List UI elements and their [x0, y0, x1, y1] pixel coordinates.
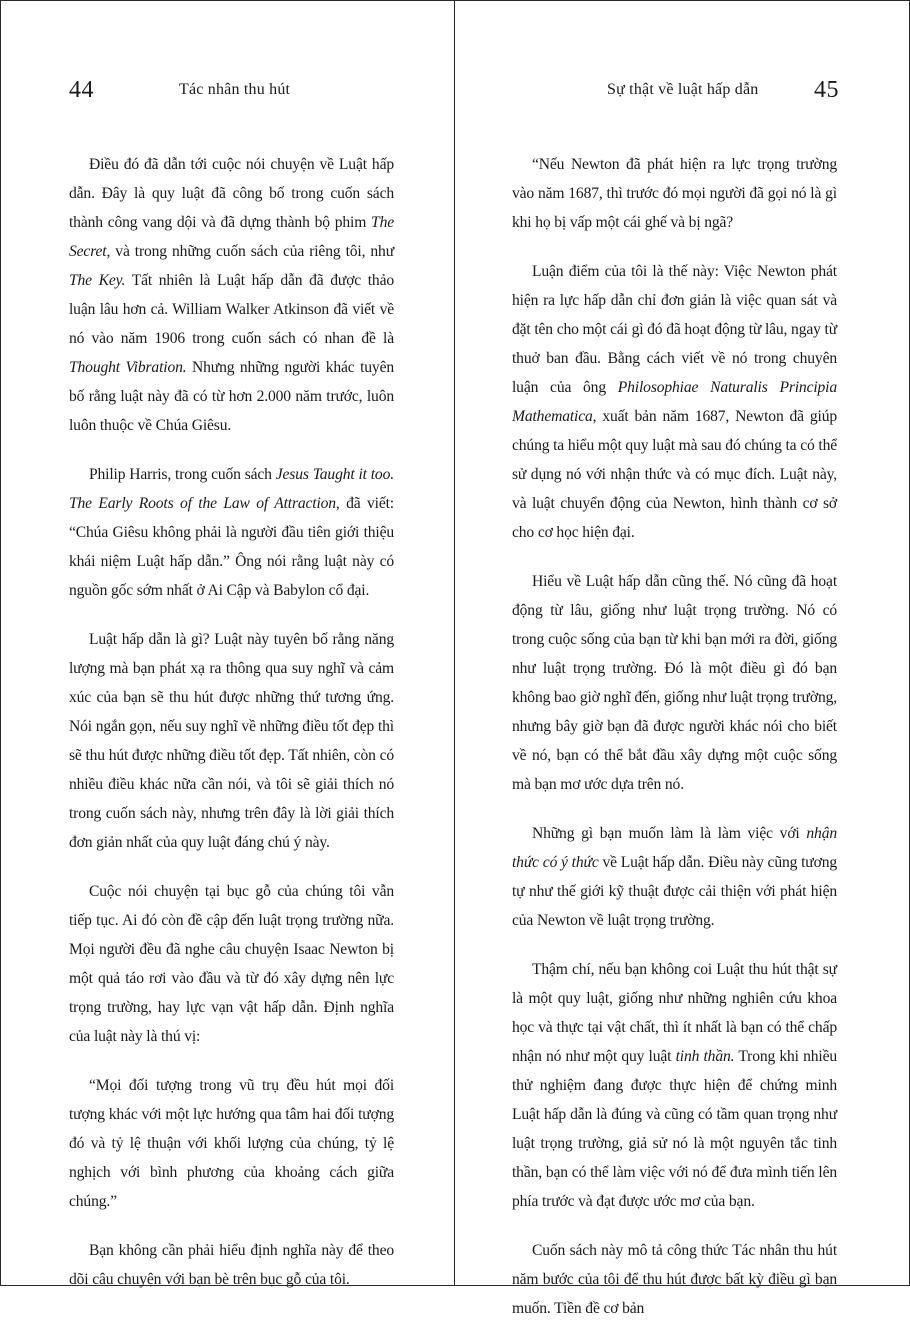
italic-text: nhận thức có ý thức — [512, 825, 837, 871]
paragraph — [512, 150, 837, 237]
paragraph — [512, 955, 837, 1216]
paragraph — [512, 819, 837, 935]
paragraph — [69, 460, 394, 605]
right-page-header — [455, 75, 909, 105]
running-title: Sự thật về luật hấp dẫn — [607, 81, 759, 98]
text-run: Cuộc nói chuyện tại bục gỗ của chúng tôi vẫn tiếp tục. Ai đó còn đề cập đến luật trọng trường nữa. Mọi người đều đã nghe câu chuyện Isaac Newton bị một quả táo rơi vào đầu và từ đó xây dựng nên lực trọng trường, hay lực vạn vật hấp dẫn. Định nghĩa của luật này là thú vị: — [69, 883, 394, 1045]
paragraph — [69, 877, 394, 1051]
italic-text: Thought Vibration. — [69, 359, 187, 376]
text-run: “Mọi đối tượng trong vũ trụ đều hút mọi đối tượng khác với một lực hướng qua tâm hai đối tượng đó và tỷ lệ thuận với khối lượng của chúng, tỷ lệ nghịch với bình phương của khoảng cách giữa chúng.” — [69, 1077, 394, 1210]
page-number: 45 — [814, 77, 839, 103]
running-title: Tác nhân thu hút — [179, 81, 291, 98]
text-run: về Luật hấp dẫn. Điều này cũng tương tự như thế giới kỹ thuật được cải thiện với phát hiện của Newton về luật trọng trường. — [512, 854, 837, 929]
text-run: Những gì bạn muốn làm là làm việc với — [532, 825, 807, 842]
right-page-body — [512, 150, 838, 1317]
text-run: Tất nhiên là Luật hấp dẫn đã được thảo luận lâu hơn cả. William Walker Atkinson đã viết về nó vào năm 1906 trong cuốn sách có nhan đề là — [69, 272, 394, 347]
text-run: Luật hấp dẫn là gì? Luật này tuyên bố rằng năng lượng mà bạn phát xạ ra thông qua suy nghĩ và cảm xúc của bạn sẽ thu hút được những thứ tương ứng. Nói ngắn gọn, nếu suy nghĩ về những điều tốt đẹp thì sẽ thu hút được những điều tốt đẹp. Tất nhiên, còn có nhiều điều khác nữa cần nói, và tôi sẽ giải thích nó trong cuốn sách này, nhưng trên đây là lời giải thích đơn giản nhất của quy luật đáng chú ý này. — [69, 631, 394, 851]
text-run: đã viết: “Chúa Giêsu không phải là người đầu tiên giới thiệu khái niệm Luật hấp dẫn.” Ông nói rằng luật này có nguồn gốc sớm nhất ở Ai Cập và Babylon cổ đại. — [69, 495, 394, 599]
paragraph — [69, 1071, 394, 1216]
italic-text: Philosophiae Naturalis Principia Mathematica — [512, 379, 838, 425]
text-run: Điều đó đã dẫn tới cuộc nói chuyện về Luật hấp dẫn. Đây là quy luật đã công bố trong cuốn sách thành công vang dội và đã dựng thành bộ phim — [69, 156, 394, 231]
left-page — [1, 1, 455, 1288]
page-number: 44 — [69, 77, 94, 103]
paragraph — [69, 625, 394, 857]
text-run: Trong khi nhiều thử nghiệm đang được thực hiện để chứng minh Luật hấp dẫn là đúng và cũng có tầm quan trọng như luật trọng trường, giả sử nó là một nguyên tắc tinh thần, bạn có thể làm việc với nó để đưa mình tiến lên phía trước và đạt được ước mơ của bạn. — [512, 1048, 838, 1210]
paragraph — [69, 150, 394, 440]
text-run: Nhưng những người khác tuyên bố rằng luật này đã có từ hơn 2.000 năm trước, luôn luôn thuộc về Chúa Giêsu. — [69, 359, 394, 434]
text-run: , xuất bản năm 1687, Newton đã giúp chúng ta hiểu một quy luật mà sau đó chúng ta có thể sử dụng nó với nhận thức và có mục đích. Luật này, và luật chuyển động của Newton, hình thành cơ sở cho cơ học hiện đại. — [512, 408, 837, 541]
paragraph — [512, 1236, 837, 1323]
left-page-body — [69, 150, 394, 1288]
paragraph — [512, 257, 837, 547]
text-run: và trong những cuốn sách của riêng tôi, như — [110, 243, 394, 260]
text-run: Bạn không cần phải hiểu định nghĩa này để theo dõi câu chuyện với bạn bè trên bục gỗ của tôi. — [69, 1242, 394, 1288]
text-run: Cuốn sách này mô tả công thức Tác nhân thu hút năm bước của tôi để thu hút được bất kỳ điều gì bạn muốn. Tiền đề cơ bản — [512, 1242, 837, 1317]
text-run: Philip Harris, trong cuốn sách — [89, 466, 276, 483]
text-run: Luận điểm của tôi là thế này: Việc Newton phát hiện ra lực hấp dẫn chỉ đơn giản là việc quan sát và đặt tên cho một cái gì đó đã hoạt động từ lâu, ngay từ thuở ban đầu. Bằng cách viết về nó trong chuyên luận của ông — [512, 263, 837, 396]
italic-text: tinh thần. — [675, 1048, 735, 1065]
paragraph — [69, 1236, 394, 1294]
paragraph — [512, 567, 837, 799]
right-page — [455, 1, 909, 1317]
left-page-header — [1, 75, 454, 105]
text-run: Hiểu về Luật hấp dẫn cũng thế. Nó cũng đã hoạt động từ lâu, giống như luật trọng trường. Nó có trong cuộc sống của bạn từ khi bạn mới ra đời, giống như luật trọng trường. Đó là một điều gì đó bạn không bao giờ nghĩ đến, giống như luật trọng trường, nhưng bây giờ bạn đã được người khác nói cho biết về nó, bạn có thể bắt đầu xây dựng một cuộc sống mà bạn mơ ước dựa trên nó. — [512, 573, 837, 793]
italic-text: The Key. — [69, 272, 126, 289]
text-run: “Nếu Newton đã phát hiện ra lực trọng trường vào năm 1687, thì trước đó mọi người đã gọi nó là gì khi họ bị vấp một cái ghế và bị ngã? — [512, 156, 837, 231]
italic-text: The Secret, — [69, 214, 394, 260]
italic-text: Jesus Taught it too. The Early Roots of the Law of Attraction, — [69, 466, 394, 512]
text-run: Thậm chí, nếu bạn không coi Luật thu hút thật sự là một quy luật, giống như những nghiên cứu khoa học và thực tại vật chất, thì ít nhất là bạn có thể chấp nhận nó như một quy luật — [512, 961, 837, 1065]
